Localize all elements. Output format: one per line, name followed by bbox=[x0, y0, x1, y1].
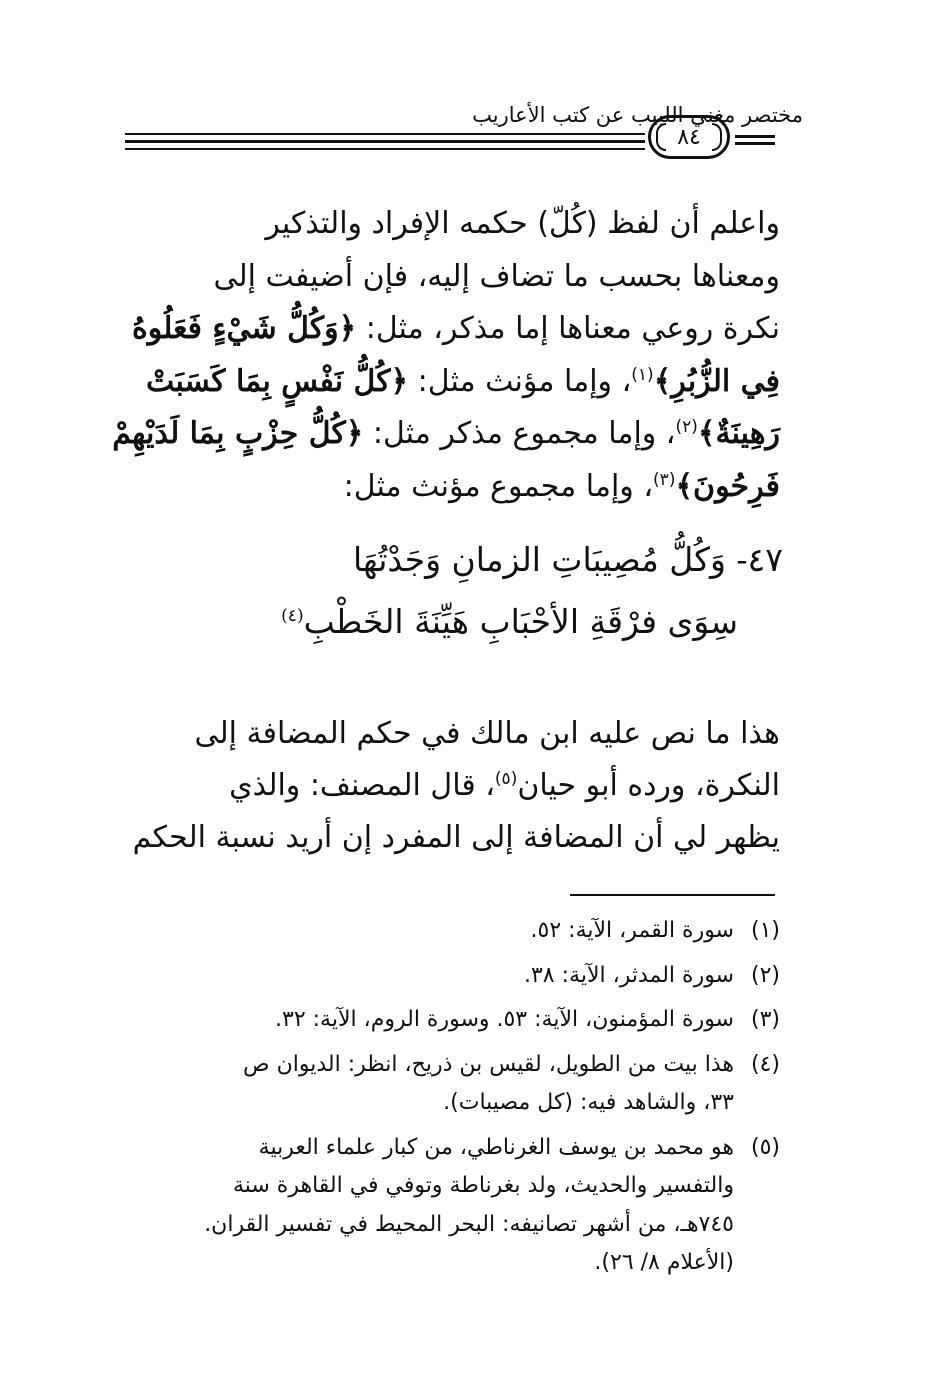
text-line bbox=[120, 251, 780, 304]
footnote bbox=[120, 912, 780, 951]
footnote-text bbox=[120, 1129, 734, 1283]
text-line bbox=[120, 356, 780, 409]
quran-quote: ﴿وَكُلُّ شَيْءٍ فَعَلُوهُ bbox=[132, 311, 357, 346]
footnote-line: سورة المدثر، الآية: ٣٨. bbox=[523, 962, 734, 988]
footnotes-section bbox=[120, 912, 780, 1289]
footnote-ref[interactable]: (١) bbox=[631, 364, 654, 385]
footnote-text bbox=[120, 1046, 734, 1123]
text-line bbox=[120, 760, 780, 812]
running-header-title: مختصر مغني اللبيب عن كتب الأعاريب bbox=[472, 103, 803, 127]
footnote-number: (٥) bbox=[750, 1134, 780, 1160]
footnote-line: (الأعلام ٨/ ٢٦). bbox=[594, 1250, 734, 1275]
main-paragraph bbox=[112, 198, 780, 513]
quran-quote: ﴿كُلُّ حِزْبٍ بِمَا لَدَيْهِمْ bbox=[112, 416, 364, 451]
quran-quote: فِي الزُّبُرِ﴾ bbox=[653, 363, 780, 399]
footnote-line: ٣٣، والشاهد فيه: (كل مصيبات). bbox=[443, 1090, 734, 1115]
text-line bbox=[120, 461, 780, 514]
quran-quote: رَهِينَةٌ﴾ bbox=[697, 416, 780, 451]
footnote-ref[interactable]: (٤) bbox=[281, 606, 304, 626]
text-segment: ومعناها بحسب ما تضاف إليه، فإن أضيفت إلى bbox=[213, 258, 780, 294]
header-rule bbox=[125, 140, 645, 143]
footnote-text bbox=[120, 1001, 734, 1040]
footnote-ref[interactable]: (٣) bbox=[653, 469, 676, 490]
footnote-separator bbox=[570, 894, 775, 896]
footnote-number: (٢) bbox=[750, 962, 780, 988]
footnote bbox=[120, 1129, 780, 1283]
footnote-ref[interactable]: (٥) bbox=[494, 769, 518, 789]
text-line bbox=[112, 408, 780, 461]
text-line: هذا ما نص عليه ابن مالك في حكم المضافة إلى bbox=[194, 716, 780, 751]
page-number: ٨٤ bbox=[677, 124, 701, 150]
footnote-number: (٣) bbox=[750, 1007, 780, 1032]
footnote-text bbox=[120, 912, 734, 951]
footnote-text bbox=[120, 957, 734, 996]
text-segment: نكرة روعي معناها إما مذكر، مثل: bbox=[356, 311, 780, 346]
verse-second-hemistich bbox=[281, 597, 738, 647]
text-segment: النكرة، ورده أبو حيان bbox=[517, 768, 780, 803]
text-line bbox=[120, 198, 780, 251]
footnote-line: والتفسير والحديث، ولد بغرناطة وتوفي في القاهرة سنة bbox=[232, 1173, 734, 1198]
text-line: يظهر لي أن المضافة إلى المفرد إن أريد نسبة الحكم bbox=[132, 820, 780, 855]
quran-quote: فَرِحُونَ﴾ bbox=[675, 468, 780, 504]
text-segment: ، قال المصنف: والذي bbox=[229, 768, 495, 803]
footnote bbox=[120, 957, 780, 996]
commentary-paragraph bbox=[120, 708, 780, 864]
text-line bbox=[120, 303, 780, 356]
page-number-badge bbox=[648, 115, 730, 159]
footnote bbox=[120, 1046, 780, 1123]
footnote-number: (١) bbox=[750, 918, 780, 943]
footnote-number: (٤) bbox=[750, 1051, 780, 1077]
text-segment: ، وإما مجموع مؤنث مثل: bbox=[343, 468, 654, 504]
text-segment: واعلم أن لفظ (كُلّ) حكمه الإفراد والتذكير bbox=[265, 206, 780, 241]
header-ornament bbox=[735, 135, 775, 149]
footnote-line: هذا بيت من الطويل، لقيس بن ذريح، انظر: الديوان ص bbox=[243, 1051, 734, 1077]
footnote-line: هو محمد بن يوسف الغرناطي، من كبار علماء العربية bbox=[258, 1134, 734, 1160]
verse-text: سِوَى فرْقَةِ الأحْبَابِ هَيِّنَةَ الخَطْبِ bbox=[303, 602, 738, 641]
verse-first-hemistich: ٤٧- وَكُلُّ مُصِيبَاتِ الزمانِ وَجَدْتُهَا bbox=[352, 540, 783, 579]
footnote-line: سورة المؤمنون، الآية: ٥٣. وسورة الروم، الآية: ٣٢. bbox=[275, 1007, 734, 1032]
footnote-line: ٧٤٥هـ، من أشهر تصانيفه: البحر المحيط في تفسير القران. bbox=[204, 1211, 734, 1237]
text-segment: ، وإما مؤنث مثل: bbox=[408, 363, 632, 399]
text-segment: ، وإما مجموع مذكر مثل: bbox=[363, 416, 676, 451]
header-rule bbox=[125, 148, 645, 150]
quran-quote: ﴿كُلُّ نَفْسٍ بِمَا كَسَبَتْ bbox=[146, 363, 409, 399]
footnote-line: سورة القمر، الآية: ٥٢. bbox=[530, 918, 734, 943]
footnote bbox=[120, 1001, 780, 1040]
header-rule bbox=[125, 133, 645, 135]
footnote-ref[interactable]: (٢) bbox=[675, 417, 698, 437]
